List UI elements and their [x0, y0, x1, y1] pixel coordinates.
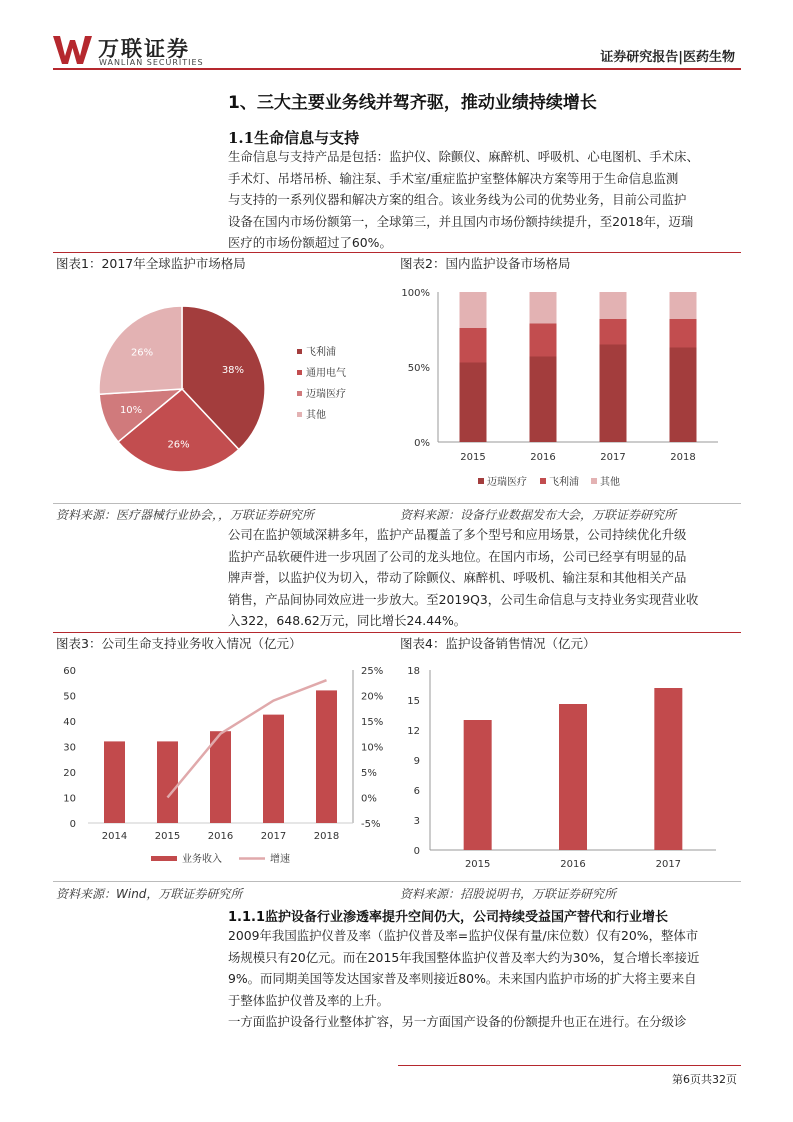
- x-tick-label: 2018: [313, 831, 340, 842]
- paragraph-monitoring: [228, 524, 740, 632]
- figure-caption-bar: [53, 632, 741, 652]
- legend-label: 其他: [306, 410, 326, 421]
- page-number: 第6页共32页: [672, 1073, 737, 1086]
- y-tick-label-right: 5%: [361, 768, 377, 779]
- growth-line: [168, 680, 327, 797]
- legend-label: 其他: [600, 477, 620, 488]
- y-tick-label: 50%: [407, 363, 430, 374]
- y-tick-label: 100%: [401, 288, 430, 299]
- x-tick-label: 2015: [464, 859, 491, 870]
- paragraph-intro: [228, 146, 740, 254]
- paragraph-line: 生命信息与支持产品是包括：监护仪、除颤仪、麻醉机、呼吸机、心电图机、手术床、: [228, 149, 699, 164]
- y-tick-label: 12: [407, 726, 420, 737]
- fig1-caption: 图表1：2017年全球监护市场格局: [56, 256, 246, 271]
- revenue-bar: [157, 741, 178, 823]
- y-tick-label-left: 30: [63, 742, 76, 754]
- fig3-combo-chart: [53, 655, 388, 880]
- paragraph-line: 监护产品软硬件进一步巩固了公司的龙头地位。在国内市场，公司已经享有明显的品: [228, 548, 687, 564]
- paragraph-penetration: [228, 925, 740, 1033]
- x-tick-label: 2017: [260, 831, 287, 842]
- figure-caption-bar: [53, 252, 741, 272]
- paragraph-line: 2009年我国监护仪普及率（监护仪普及率=监护仪保有量/床位数）仅有20%，整体市: [228, 928, 699, 943]
- legend-swatch: [297, 349, 302, 354]
- revenue-bar: [316, 690, 337, 823]
- pie-value-label: 10%: [119, 405, 143, 417]
- source-divider: [53, 503, 741, 504]
- legend-swatch: [591, 478, 597, 484]
- stacked-bar-segment: [600, 345, 627, 443]
- stacked-bar-segment: [460, 328, 487, 363]
- x-tick-label: 2018: [670, 452, 696, 463]
- x-tick-label: 2017: [600, 452, 626, 463]
- y-tick-label: 6: [413, 786, 420, 797]
- x-tick-label: 2016: [207, 831, 234, 842]
- y-tick-label-left: 20: [63, 768, 76, 779]
- fig2-source: 资料来源：设备行业数据发布大会，万联证券研究所: [400, 508, 677, 522]
- stacked-bar-segment: [460, 292, 487, 328]
- paragraph-line: 销售，产品间协同效应进一步放大。至2019Q3，公司生命信息与支持业务实现营业收: [228, 591, 699, 607]
- paragraph-line: 于整体监护仪普及率的上升。: [228, 992, 390, 1008]
- subsection-title: 1.1生命信息与支持: [228, 129, 360, 147]
- pie-value-label: 38%: [221, 364, 245, 376]
- paragraph-line: 医疗的市场份额超过了60%。: [228, 235, 392, 251]
- paragraph-line: 公司在监护领域深耕多年，监护产品覆盖了多个型号和应用场景，公司持续优化升级: [228, 527, 687, 542]
- paragraph-line: 与支持的一系列仪器和解决方案的组合。该业务线为公司的优势业务，目前公司监护: [228, 192, 687, 208]
- legend-label: 业务收入: [182, 854, 222, 865]
- y-tick-label-right: 25%: [361, 666, 384, 677]
- fig4-caption: 图表4：监护设备销售情况（亿元）: [400, 636, 596, 651]
- pie-value-label: 26%: [130, 347, 154, 359]
- fig3-source: 资料来源：Wind，万联证券研究所: [56, 887, 243, 901]
- y-tick-label-right: 0%: [361, 793, 377, 805]
- fig3-caption: 图表3：公司生命支持业务收入情况（亿元）: [56, 636, 302, 651]
- revenue-bar: [263, 715, 284, 823]
- y-tick-label: 15: [407, 696, 420, 707]
- y-tick-label-right: 10%: [361, 742, 384, 754]
- subsubsection-title: 1.1.1监护设备行业渗透率提升空间仍大，公司持续受益国产替代和行业增长: [228, 910, 669, 925]
- x-tick-label: 2016: [530, 452, 556, 463]
- header-divider: [53, 68, 741, 70]
- y-tick-label: 0: [413, 846, 420, 857]
- fig1-source: 资料来源：医疗器械行业协会，，万联证券研究所: [56, 508, 315, 522]
- x-tick-label: 2017: [655, 859, 682, 870]
- stacked-bar-segment: [600, 319, 627, 345]
- fig4-source: 资料来源：招股说明书，万联证券研究所: [400, 887, 617, 901]
- stacked-bar-segment: [670, 319, 697, 348]
- legend-swatch: [297, 391, 302, 396]
- y-tick-label: 18: [407, 666, 420, 677]
- legend-swatch: [297, 370, 302, 375]
- fig2-stacked-bar-chart: [398, 272, 741, 502]
- revenue-bar: [210, 731, 231, 823]
- y-tick-label-right: 15%: [361, 717, 384, 728]
- stacked-bar-segment: [670, 348, 697, 443]
- y-tick-label-right: 20%: [361, 691, 384, 703]
- sales-bar: [559, 704, 587, 850]
- paragraph-line: 手术灯、吊塔吊桥、输注泵、手术室/重症监护室整体解决方案等用于生命信息监测: [228, 170, 679, 186]
- paragraph-line: 场规模只有20亿元。而在2015年我国整体监护仪普及率大约为30%，复合增长率接近: [228, 949, 700, 965]
- footer-divider: [398, 1065, 741, 1066]
- y-tick-label-left: 60: [63, 666, 76, 677]
- x-tick-label: 2015: [154, 831, 181, 842]
- stacked-bar-segment: [460, 363, 487, 443]
- x-tick-label: 2014: [101, 831, 128, 842]
- y-tick-label-left: 40: [63, 717, 76, 728]
- paragraph-line: 9%。而同期美国等发达国家普及率则接近80%。未来国内监护市场的扩大将主要来自: [228, 971, 697, 987]
- stacked-bar-segment: [670, 292, 697, 319]
- stacked-bar-segment: [600, 292, 627, 319]
- stacked-bar-segment: [530, 357, 557, 443]
- logo-english-name: WANLIAN SECURITIES: [99, 58, 204, 67]
- legend-label: 飞利浦: [549, 477, 579, 488]
- section-title: 1、三大主要业务线并驾齐驱，推动业绩持续增长: [228, 93, 597, 113]
- y-tick-label: 0%: [414, 438, 430, 449]
- paragraph-line: 设备在国内市场份额第一，全球第三，并且国内市场份额持续提升，至2018年，迈瑞: [228, 213, 694, 229]
- pie-value-label: 26%: [167, 439, 190, 451]
- legend-label: 增速: [270, 854, 290, 865]
- x-tick-label: 2015: [460, 452, 486, 463]
- legend-swatch: [540, 478, 546, 484]
- fig1-pie-chart: [53, 272, 388, 502]
- logo-chinese-name: 万联证券: [98, 37, 190, 61]
- paragraph-line: 入322，648.62万元，同比增长24.44%。: [228, 613, 467, 629]
- y-tick-label-left: 10: [63, 793, 76, 805]
- source-divider: [53, 881, 741, 882]
- stacked-bar-segment: [530, 292, 557, 324]
- x-tick-label: 2016: [560, 859, 586, 870]
- fig4-bar-chart: [398, 655, 741, 880]
- wanlian-logo-icon: [53, 34, 93, 66]
- legend-swatch: [297, 412, 302, 417]
- legend-swatch: [478, 478, 484, 484]
- paragraph-line: 一方面监护设备行业整体扩容，另一方面国产设备的份额提升也正在进行。在分级诊: [228, 1014, 687, 1030]
- legend-label: 迈瑞医疗: [487, 477, 527, 488]
- y-tick-label-right: -5%: [361, 819, 381, 830]
- y-tick-label-left: 0: [69, 819, 76, 830]
- legend-label: 迈瑞医疗: [306, 389, 346, 400]
- legend-label: 通用电气: [306, 368, 346, 379]
- sales-bar: [464, 720, 492, 850]
- paragraph-line: 牌声誉，以监护仪为切入，带动了除颤仪、麻醉机、呼吸机、输注泵和其他相关产品: [228, 570, 687, 586]
- stacked-bar-segment: [530, 324, 557, 357]
- y-tick-label: 3: [413, 816, 420, 827]
- legend-swatch: [151, 856, 177, 861]
- report-category: 证券研究报告|医药生物: [600, 50, 735, 65]
- y-tick-label-left: 50: [63, 691, 76, 703]
- legend-label: 飞利浦: [306, 347, 336, 358]
- fig2-caption: 图表2：国内监护设备市场格局: [400, 256, 571, 271]
- revenue-bar: [104, 741, 125, 823]
- y-tick-label: 9: [413, 756, 420, 767]
- sales-bar: [654, 688, 682, 850]
